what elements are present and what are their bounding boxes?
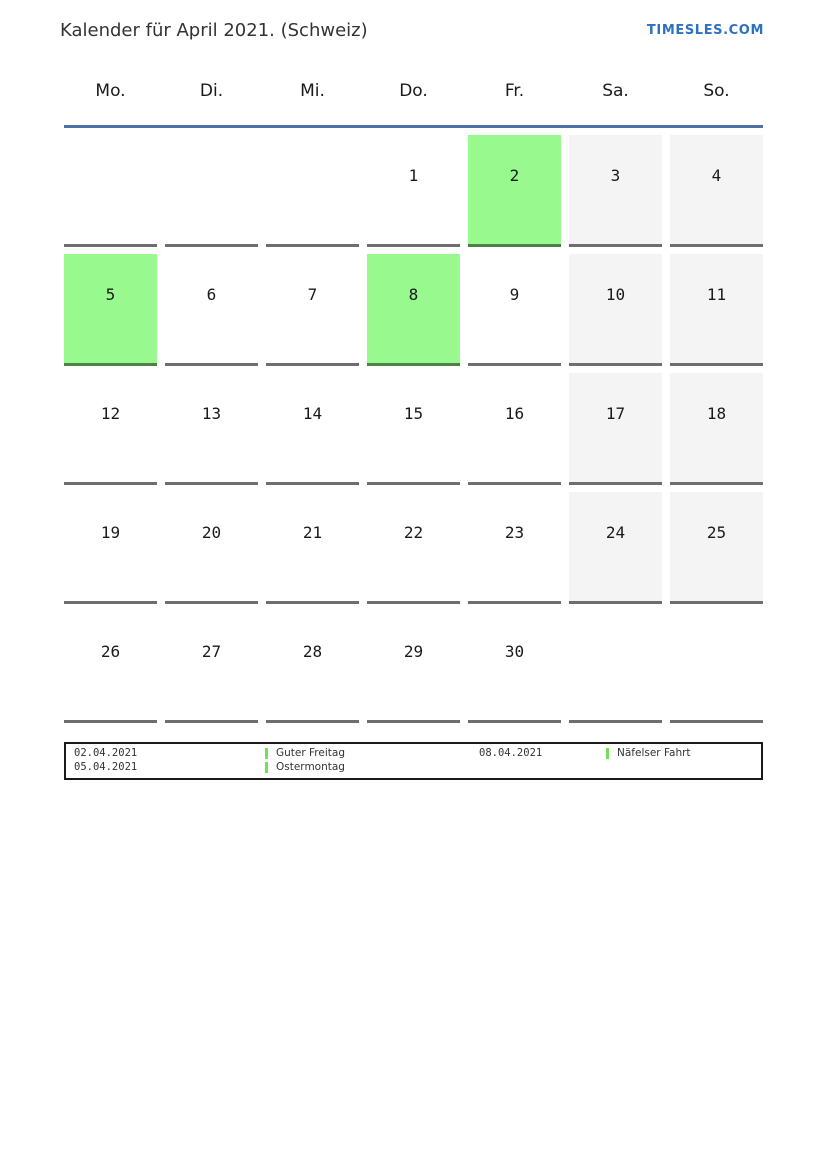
- day-number: [266, 135, 359, 166]
- day-number: [165, 135, 258, 166]
- day-cell: [670, 492, 763, 604]
- day-number: 3: [610, 166, 621, 185]
- week-row-5: [64, 611, 763, 723]
- page-title: Kalender für April 2021. (Schweiz): [60, 20, 368, 41]
- day-number: [569, 611, 662, 642]
- day-number: 1: [408, 166, 419, 185]
- day-cell: [367, 135, 460, 247]
- day-number: 22: [403, 523, 424, 542]
- day-cell: [64, 492, 157, 604]
- day-cell: [569, 611, 662, 723]
- day-number: 10: [605, 285, 626, 304]
- day-cell: [468, 373, 561, 485]
- day-header-mi: Mi.: [300, 81, 325, 101]
- day-cell: [367, 492, 460, 604]
- legend-label: Guter Freitag: [276, 747, 345, 759]
- day-number: 12: [100, 404, 121, 423]
- day-cell: [165, 492, 258, 604]
- day-number: 23: [504, 523, 525, 542]
- legend-color-bar-icon: [265, 748, 268, 759]
- day-cell: [670, 254, 763, 366]
- day-cell-holiday: [367, 254, 460, 366]
- day-cell: [367, 611, 460, 723]
- day-cell: [468, 492, 561, 604]
- day-header-row: [64, 81, 763, 103]
- page-header: [0, 0, 827, 41]
- day-cell: [670, 611, 763, 723]
- day-cell-holiday: [468, 135, 561, 247]
- day-cell: [266, 254, 359, 366]
- day-cell: [64, 611, 157, 723]
- day-number: 11: [706, 285, 727, 304]
- day-cell: [266, 492, 359, 604]
- day-number: 28: [302, 642, 323, 661]
- day-number: 16: [504, 404, 525, 423]
- day-cell: [569, 254, 662, 366]
- day-cell: [266, 373, 359, 485]
- legend-labels-group-1: [265, 747, 479, 774]
- day-number: 7: [307, 285, 318, 304]
- day-number: 6: [206, 285, 217, 304]
- day-cell: [569, 492, 662, 604]
- day-cell: [468, 254, 561, 366]
- day-number: 26: [100, 642, 121, 661]
- day-cell: [165, 611, 258, 723]
- week-row-2: [64, 254, 763, 366]
- day-number: 29: [403, 642, 424, 661]
- legend-dates-group-1: [74, 747, 265, 774]
- calendar: [64, 81, 763, 723]
- day-number: [64, 135, 157, 166]
- day-number: 8: [408, 285, 419, 304]
- week-row-4: [64, 492, 763, 604]
- day-number: 25: [706, 523, 727, 542]
- day-header-mo: Mo.: [95, 81, 126, 101]
- day-number: 27: [201, 642, 222, 661]
- day-cell: [64, 373, 157, 485]
- day-cell-holiday: [64, 254, 157, 366]
- day-cell: [569, 135, 662, 247]
- day-number: 17: [605, 404, 626, 423]
- day-cell: [64, 135, 157, 247]
- day-number: 5: [105, 285, 116, 304]
- header-divider: [64, 125, 763, 128]
- day-number: 15: [403, 404, 424, 423]
- day-header-di: Di.: [199, 81, 224, 101]
- legend-dates-group-2: [479, 747, 606, 761]
- day-cell: [367, 373, 460, 485]
- day-cell: [165, 254, 258, 366]
- legend-labels-group-2: [606, 747, 761, 761]
- legend-color-bar-icon: [606, 748, 609, 759]
- day-number: 13: [201, 404, 222, 423]
- day-number: 4: [711, 166, 722, 185]
- legend-date: 08.04.2021: [479, 747, 543, 759]
- day-cell: [165, 373, 258, 485]
- legend-label: Näfelser Fahrt: [617, 747, 691, 759]
- legend-color-bar-icon: [265, 762, 268, 773]
- day-cell: [569, 373, 662, 485]
- day-cell: [266, 611, 359, 723]
- day-number: 9: [509, 285, 520, 304]
- legend-box: [64, 742, 763, 780]
- day-header-do: Do.: [399, 81, 428, 101]
- day-number: 21: [302, 523, 323, 542]
- day-number: 18: [706, 404, 727, 423]
- legend-date: 05.04.2021: [74, 760, 138, 773]
- week-row-3: [64, 373, 763, 485]
- day-number: 30: [504, 642, 525, 661]
- brand-link[interactable]: TIMESLES.COM: [646, 23, 764, 38]
- day-number: [670, 611, 763, 642]
- day-number: 19: [100, 523, 121, 542]
- day-cell: [670, 373, 763, 485]
- day-header-so: So.: [703, 81, 730, 101]
- day-cell: [670, 135, 763, 247]
- day-number: 20: [201, 523, 222, 542]
- day-cell: [468, 611, 561, 723]
- day-number: 24: [605, 523, 626, 542]
- day-cell: [165, 135, 258, 247]
- legend-date: 02.04.2021: [74, 747, 138, 759]
- legend-label: Ostermontag: [276, 760, 345, 773]
- day-number: 2: [509, 166, 520, 185]
- week-row-1: [64, 135, 763, 247]
- day-header-fr: Fr.: [504, 81, 525, 101]
- day-header-sa: Sa.: [602, 81, 629, 101]
- day-cell: [266, 135, 359, 247]
- day-number: 14: [302, 404, 323, 423]
